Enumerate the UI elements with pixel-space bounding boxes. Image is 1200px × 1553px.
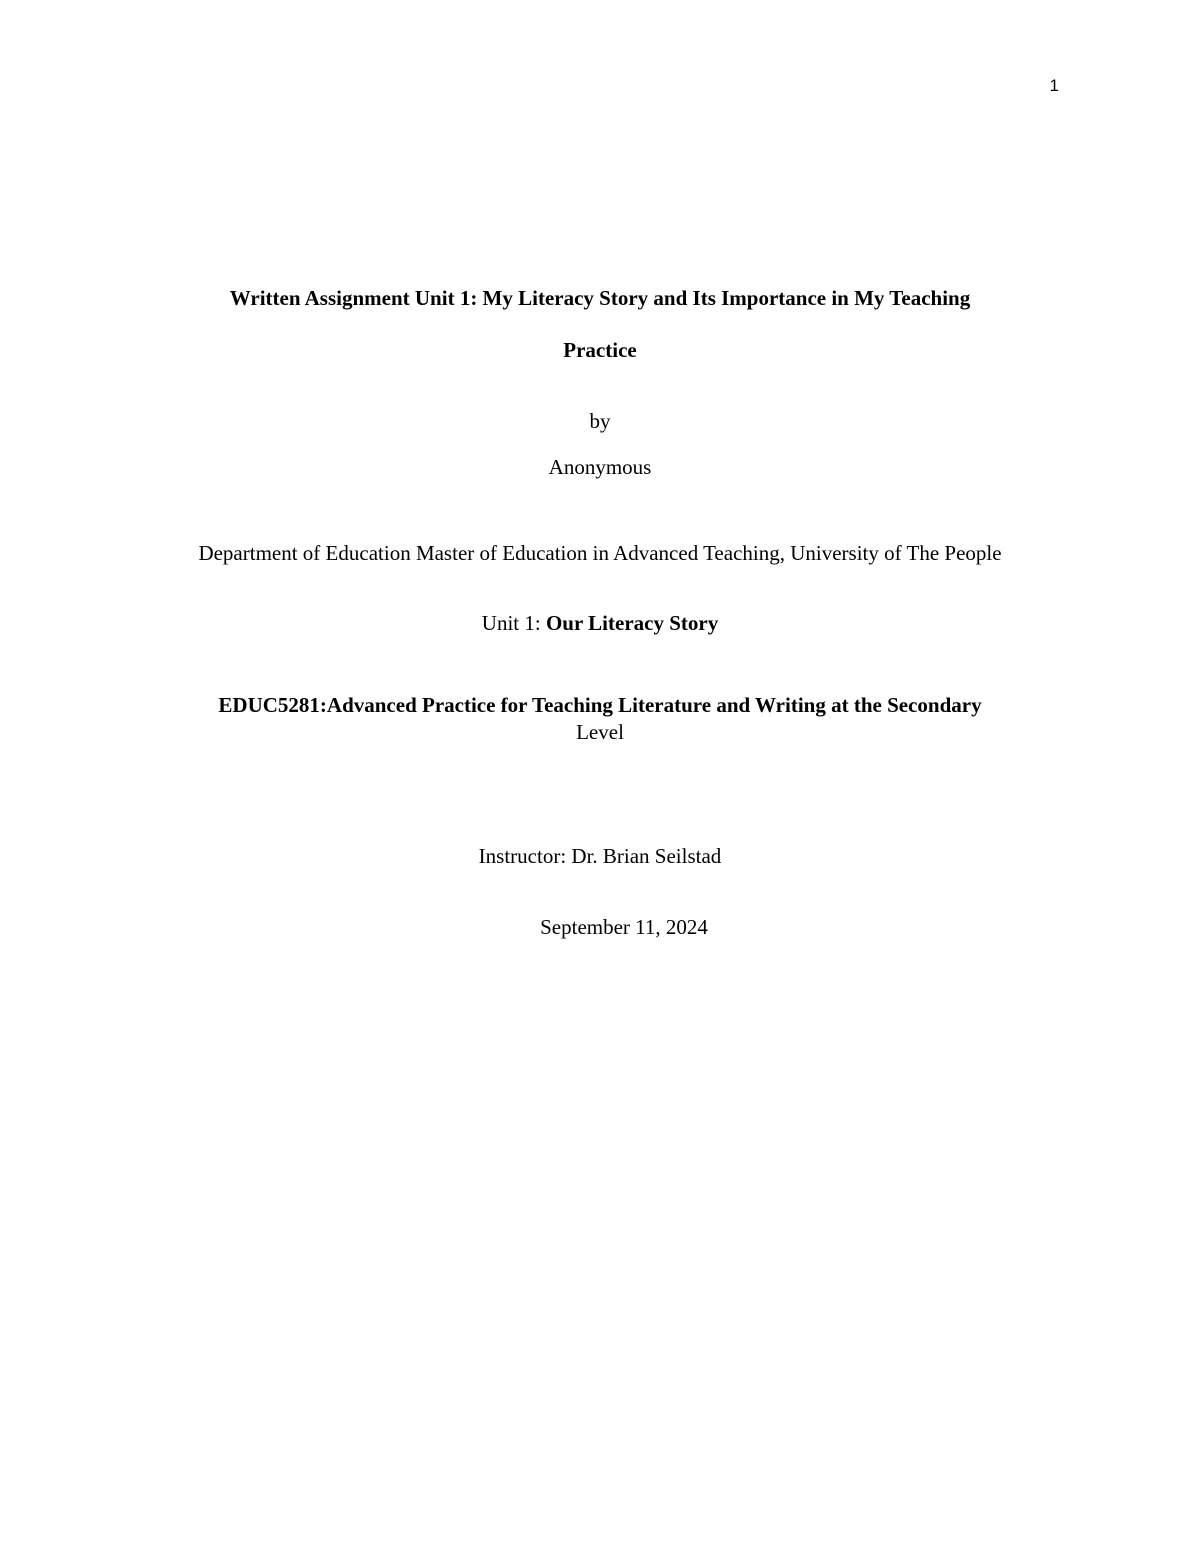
instructor-line: Instructor: Dr. Brian Seilstad (478, 844, 722, 868)
unit-title: Our Literacy Story (545, 611, 719, 635)
title-line-2: Practice (563, 338, 637, 362)
title-line-1: Written Assignment Unit 1: My Literacy Story and Its Importance in My Teaching (229, 286, 971, 310)
page-number: 1 (1049, 76, 1059, 95)
unit-line (0, 610, 1200, 636)
department-line: Department of Education Master of Education in Advanced Teaching, University of The People (198, 541, 1002, 565)
unit-prefix: Unit 1: (481, 611, 546, 635)
author-name: Anonymous (548, 455, 652, 479)
date-line: September 11, 2024 (540, 915, 708, 939)
course-line-2: Level (576, 720, 624, 744)
by-label: by (589, 409, 611, 433)
course-line-1: EDUC5281:Advanced Practice for Teaching Literature and Writing at the Secondary (218, 693, 982, 717)
